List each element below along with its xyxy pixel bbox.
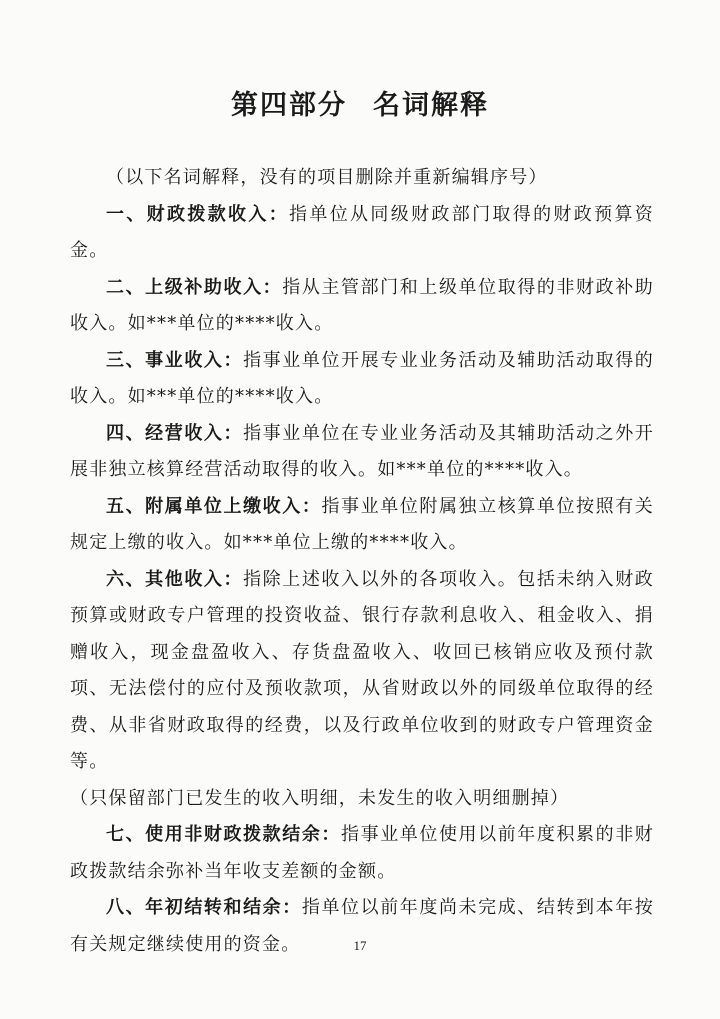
term-label: 一、财政拨款收入： bbox=[106, 203, 290, 225]
term-label: 四、经营收入： bbox=[106, 422, 244, 444]
title-part: 第四部分 bbox=[231, 90, 347, 121]
definition-item-4 bbox=[70, 416, 654, 489]
definition-item-1 bbox=[70, 197, 654, 270]
title-name: 名词解释 bbox=[373, 90, 489, 121]
definition-item-6 bbox=[70, 562, 654, 781]
term-label: 二、上级补助收入： bbox=[106, 276, 283, 298]
term-definition: 指除上述收入以外的各项收入。包括未纳入财政预算或财政专户管理的投资收益、银行存款利息收入、租金收入、捐赠收入，现金盘盈收入、存货盘盈收入、收回已核销应收及预付款项、无法偿付的应付及预收款项，从省财政以外的同级单位取得的经费、从非省财政取得的经费，以及行政单位收到的财政专户管理资金等。 bbox=[70, 568, 654, 772]
term-label: 七、使用非财政拨款结余： bbox=[106, 824, 342, 845]
term-definition: 指单位以前年度尚未完成、结转到本年按有关规定继续使用的资金。 bbox=[70, 897, 654, 955]
term-definition: 指单位从同级财政部门取得的财政预算资金。 bbox=[70, 203, 654, 261]
intro-note: （以下名词解释，没有的项目删除并重新编辑序号） bbox=[106, 167, 548, 188]
term-label: 六、其他收入： bbox=[106, 568, 244, 590]
term-label: 五、附属单位上缴收入： bbox=[106, 495, 322, 517]
document-body bbox=[70, 160, 654, 963]
page-number: 17 bbox=[353, 938, 367, 953]
term-definition: 指事业单位在专业业务活动及其辅助活动之外开展非独立核算经营活动取得的收入。如***单位的****收入。 bbox=[70, 422, 654, 480]
other-income-note: （只保留部门已发生的收入明细，未发生的收入明细删掉） bbox=[70, 787, 570, 809]
term-definition: 指事业单位开展专业业务活动及辅助活动取得的收入。如***单位的****收入。 bbox=[70, 349, 654, 407]
term-definition: 指事业单位附属独立核算单位按照有关规定上缴的收入。如***单位上缴的****收入。 bbox=[70, 495, 654, 553]
term-definition: 指事业单位使用以前年度积累的非财政拨款结余弥补当年收支差额的金额。 bbox=[70, 824, 655, 882]
term-label: 三、事业收入： bbox=[106, 349, 244, 371]
definition-item-2 bbox=[70, 270, 654, 343]
page-title bbox=[0, 83, 720, 122]
term-label: 八、年初结转和结余： bbox=[106, 897, 302, 918]
definition-item-7 bbox=[70, 817, 654, 890]
definition-item-3 bbox=[70, 343, 654, 416]
definition-item-5 bbox=[70, 489, 654, 562]
term-definition: 指从主管部门和上级单位取得的非财政补助收入。如***单位的****收入。 bbox=[70, 276, 654, 334]
